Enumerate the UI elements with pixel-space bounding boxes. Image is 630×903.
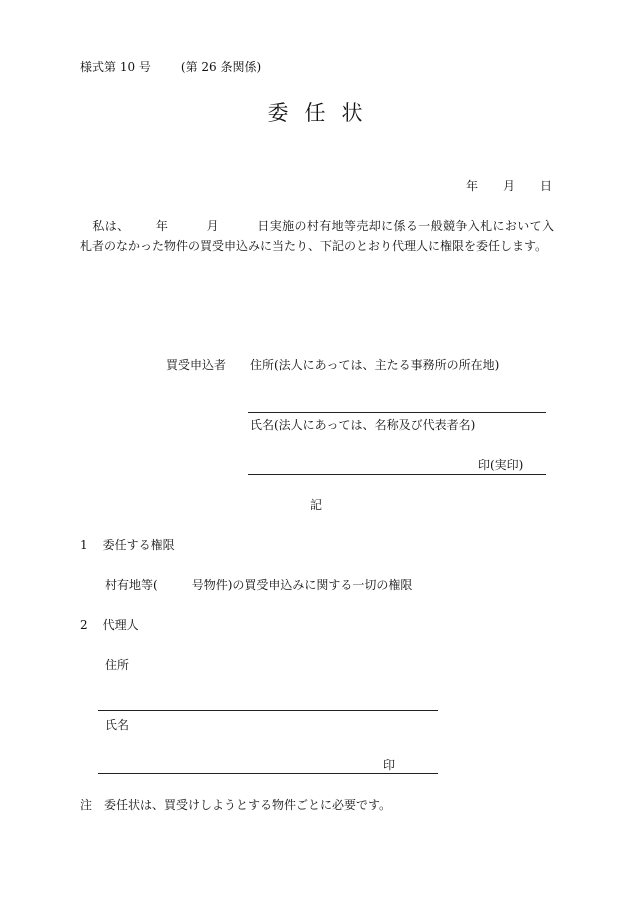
document-title: 委任状 — [267, 101, 379, 125]
section2-title: 代理人 — [102, 618, 139, 632]
form-number: 様式第 10 号 — [80, 60, 151, 74]
article-reference: (第 26 条関係) — [180, 60, 262, 74]
paragraph-text: 日実施の村有地等売却に係る一般競争入札において入札者のなかった物件の買受申込みに当たり、下記のとおり代理人に権限を委任します。 — [80, 219, 554, 253]
section1-number: 1 — [80, 538, 88, 552]
principal-address-label: 住所(法人にあっては、主たる事務所の所在地) — [250, 358, 500, 372]
section2-heading — [80, 619, 139, 631]
section1-title: 委任する権限 — [102, 538, 175, 552]
agent-address-line — [98, 710, 438, 711]
section2-number: 2 — [80, 618, 88, 632]
date-line — [466, 180, 552, 192]
note-line — [80, 799, 391, 811]
date-day-label: 日 — [540, 179, 553, 193]
paragraph-month-label: 月 — [206, 219, 219, 233]
principal-address-line — [248, 412, 546, 413]
agent-seal-label: 印 — [383, 758, 396, 772]
buyer-label: 買受申込者 — [166, 358, 227, 372]
principal-seal-label: 印(実印) — [478, 458, 524, 472]
date-month-label: 月 — [503, 179, 516, 193]
section1-content-pre: 村有地等( — [105, 578, 158, 592]
agent-address-label: 住所 — [105, 658, 130, 672]
ki-heading: 記 — [310, 498, 323, 512]
form-number-line — [80, 61, 261, 73]
note-marker: 注 — [80, 798, 93, 812]
agent-name-line — [98, 773, 438, 774]
paragraph-year-label: 年 — [155, 219, 169, 233]
section1-content-post: 号物件)の買受申込みに関する一切の権限 — [191, 578, 413, 592]
section1-heading — [80, 539, 175, 551]
section1-content — [105, 579, 412, 591]
paragraph-opening: 私は、 — [92, 219, 130, 233]
agent-name-label: 氏名 — [105, 718, 130, 732]
note-text: 委任状は、買受けしようとする物件ごとに必要です。 — [104, 798, 392, 812]
principal-name-label: 氏名(法人にあっては、名称及び代表者名) — [250, 418, 476, 432]
delegation-paragraph — [80, 216, 554, 256]
date-year-label: 年 — [466, 179, 479, 193]
principal-name-line — [248, 474, 546, 475]
